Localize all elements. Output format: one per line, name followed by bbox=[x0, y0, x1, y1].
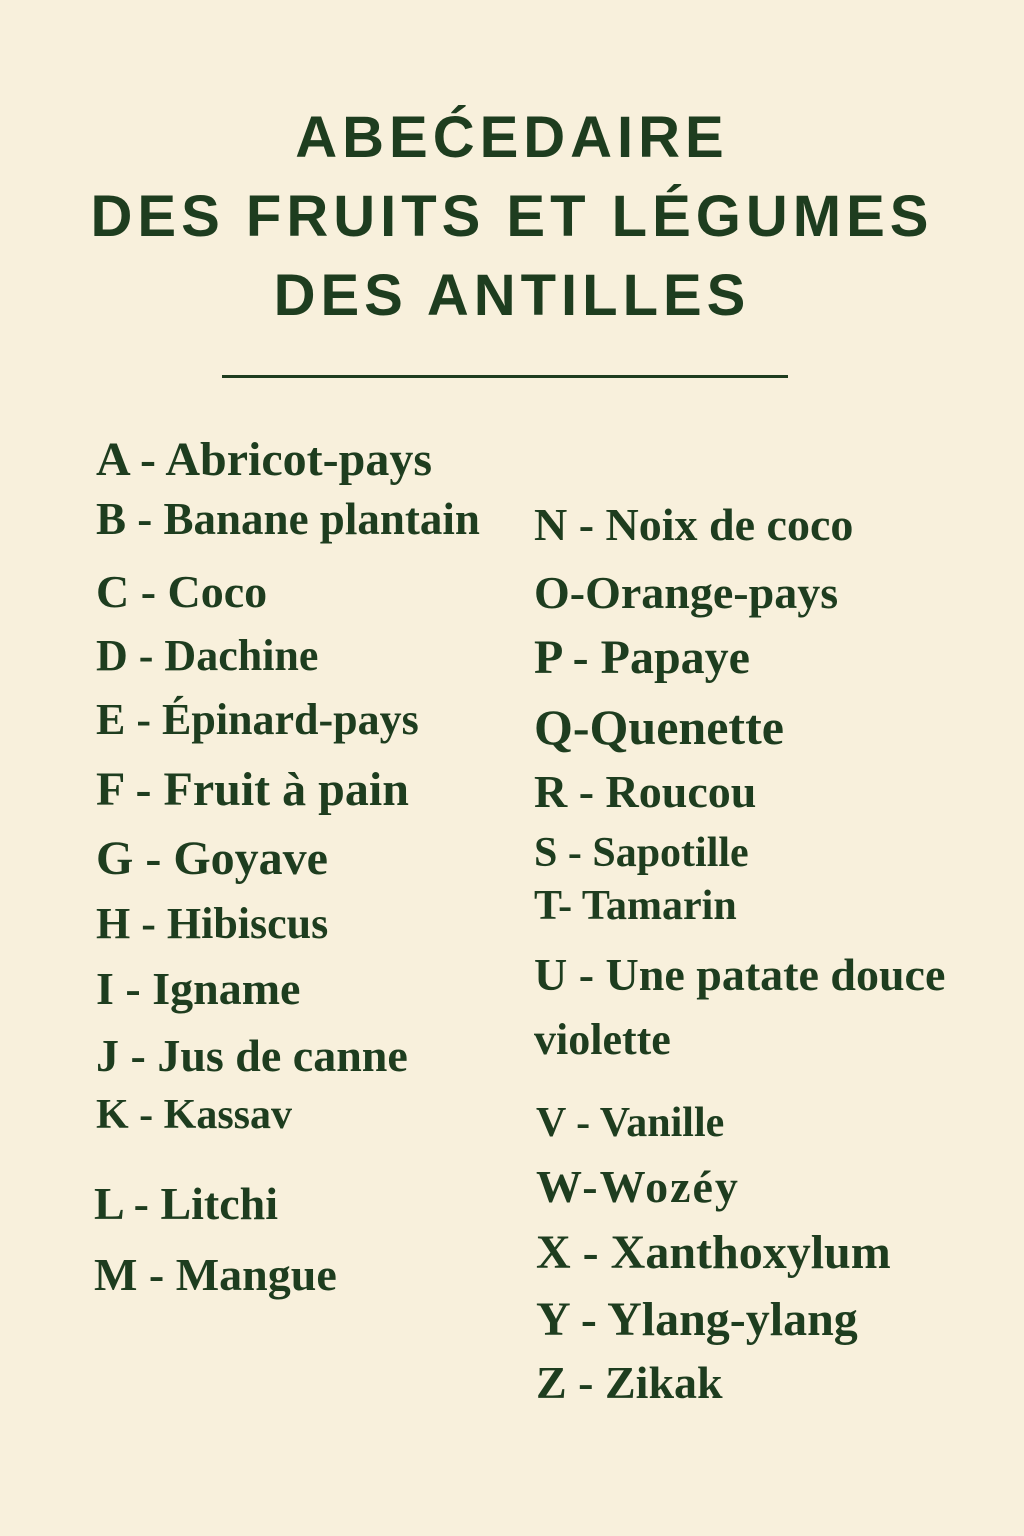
list-item-g: G - Goyave bbox=[96, 832, 328, 885]
list-item-o: O-Orange-pays bbox=[534, 567, 839, 618]
list-item-s: S - Sapotille bbox=[534, 830, 749, 876]
list-item-h: H - Hibiscus bbox=[96, 899, 329, 948]
list-item-v: V - Vanille bbox=[536, 1100, 725, 1146]
title-line-3: DES ANTILLES bbox=[273, 263, 751, 328]
list-item-w: W-Wozéy bbox=[536, 1161, 740, 1212]
title-line-1: ABEĆEDAIRE bbox=[295, 105, 729, 170]
list-item-f: F - Fruit à pain bbox=[96, 763, 409, 816]
list-item-e: E - Épinard-pays bbox=[96, 695, 419, 744]
list-item-c: C - Coco bbox=[96, 566, 268, 617]
list-item-u: U - Une patate douce bbox=[534, 949, 946, 1000]
list-item-p: P - Papaye bbox=[534, 631, 750, 684]
list-item-k: K - Kassav bbox=[96, 1092, 293, 1138]
list-item-n: N - Noix de coco bbox=[534, 499, 854, 550]
list-item-j: J - Jus de canne bbox=[96, 1030, 408, 1081]
list-item-l: L - Litchi bbox=[94, 1178, 279, 1229]
list-item-i: I - Igname bbox=[96, 963, 301, 1014]
list-item-x: X - Xanthoxylum bbox=[536, 1226, 891, 1279]
page-title bbox=[0, 98, 1024, 335]
list-item-a: A - Abricot-pays bbox=[96, 433, 432, 486]
list-item-y: Y - Ylang-ylang bbox=[536, 1293, 858, 1346]
list-item-m: M - Mangue bbox=[94, 1249, 337, 1300]
list-item-z: Z - Zikak bbox=[536, 1357, 723, 1408]
title-divider bbox=[222, 375, 788, 378]
list-item-b: B - Banane plantain bbox=[96, 494, 480, 544]
title-line-2: DES FRUITS ET LÉGUMES bbox=[90, 184, 934, 249]
list-item-r: R - Roucou bbox=[534, 766, 757, 817]
list-item-u-continued: violette bbox=[534, 1015, 671, 1064]
list-item-d: D - Dachine bbox=[96, 631, 319, 680]
list-item-q: Q-Quenette bbox=[534, 699, 784, 755]
list-item-t: T- Tamarin bbox=[534, 883, 737, 929]
